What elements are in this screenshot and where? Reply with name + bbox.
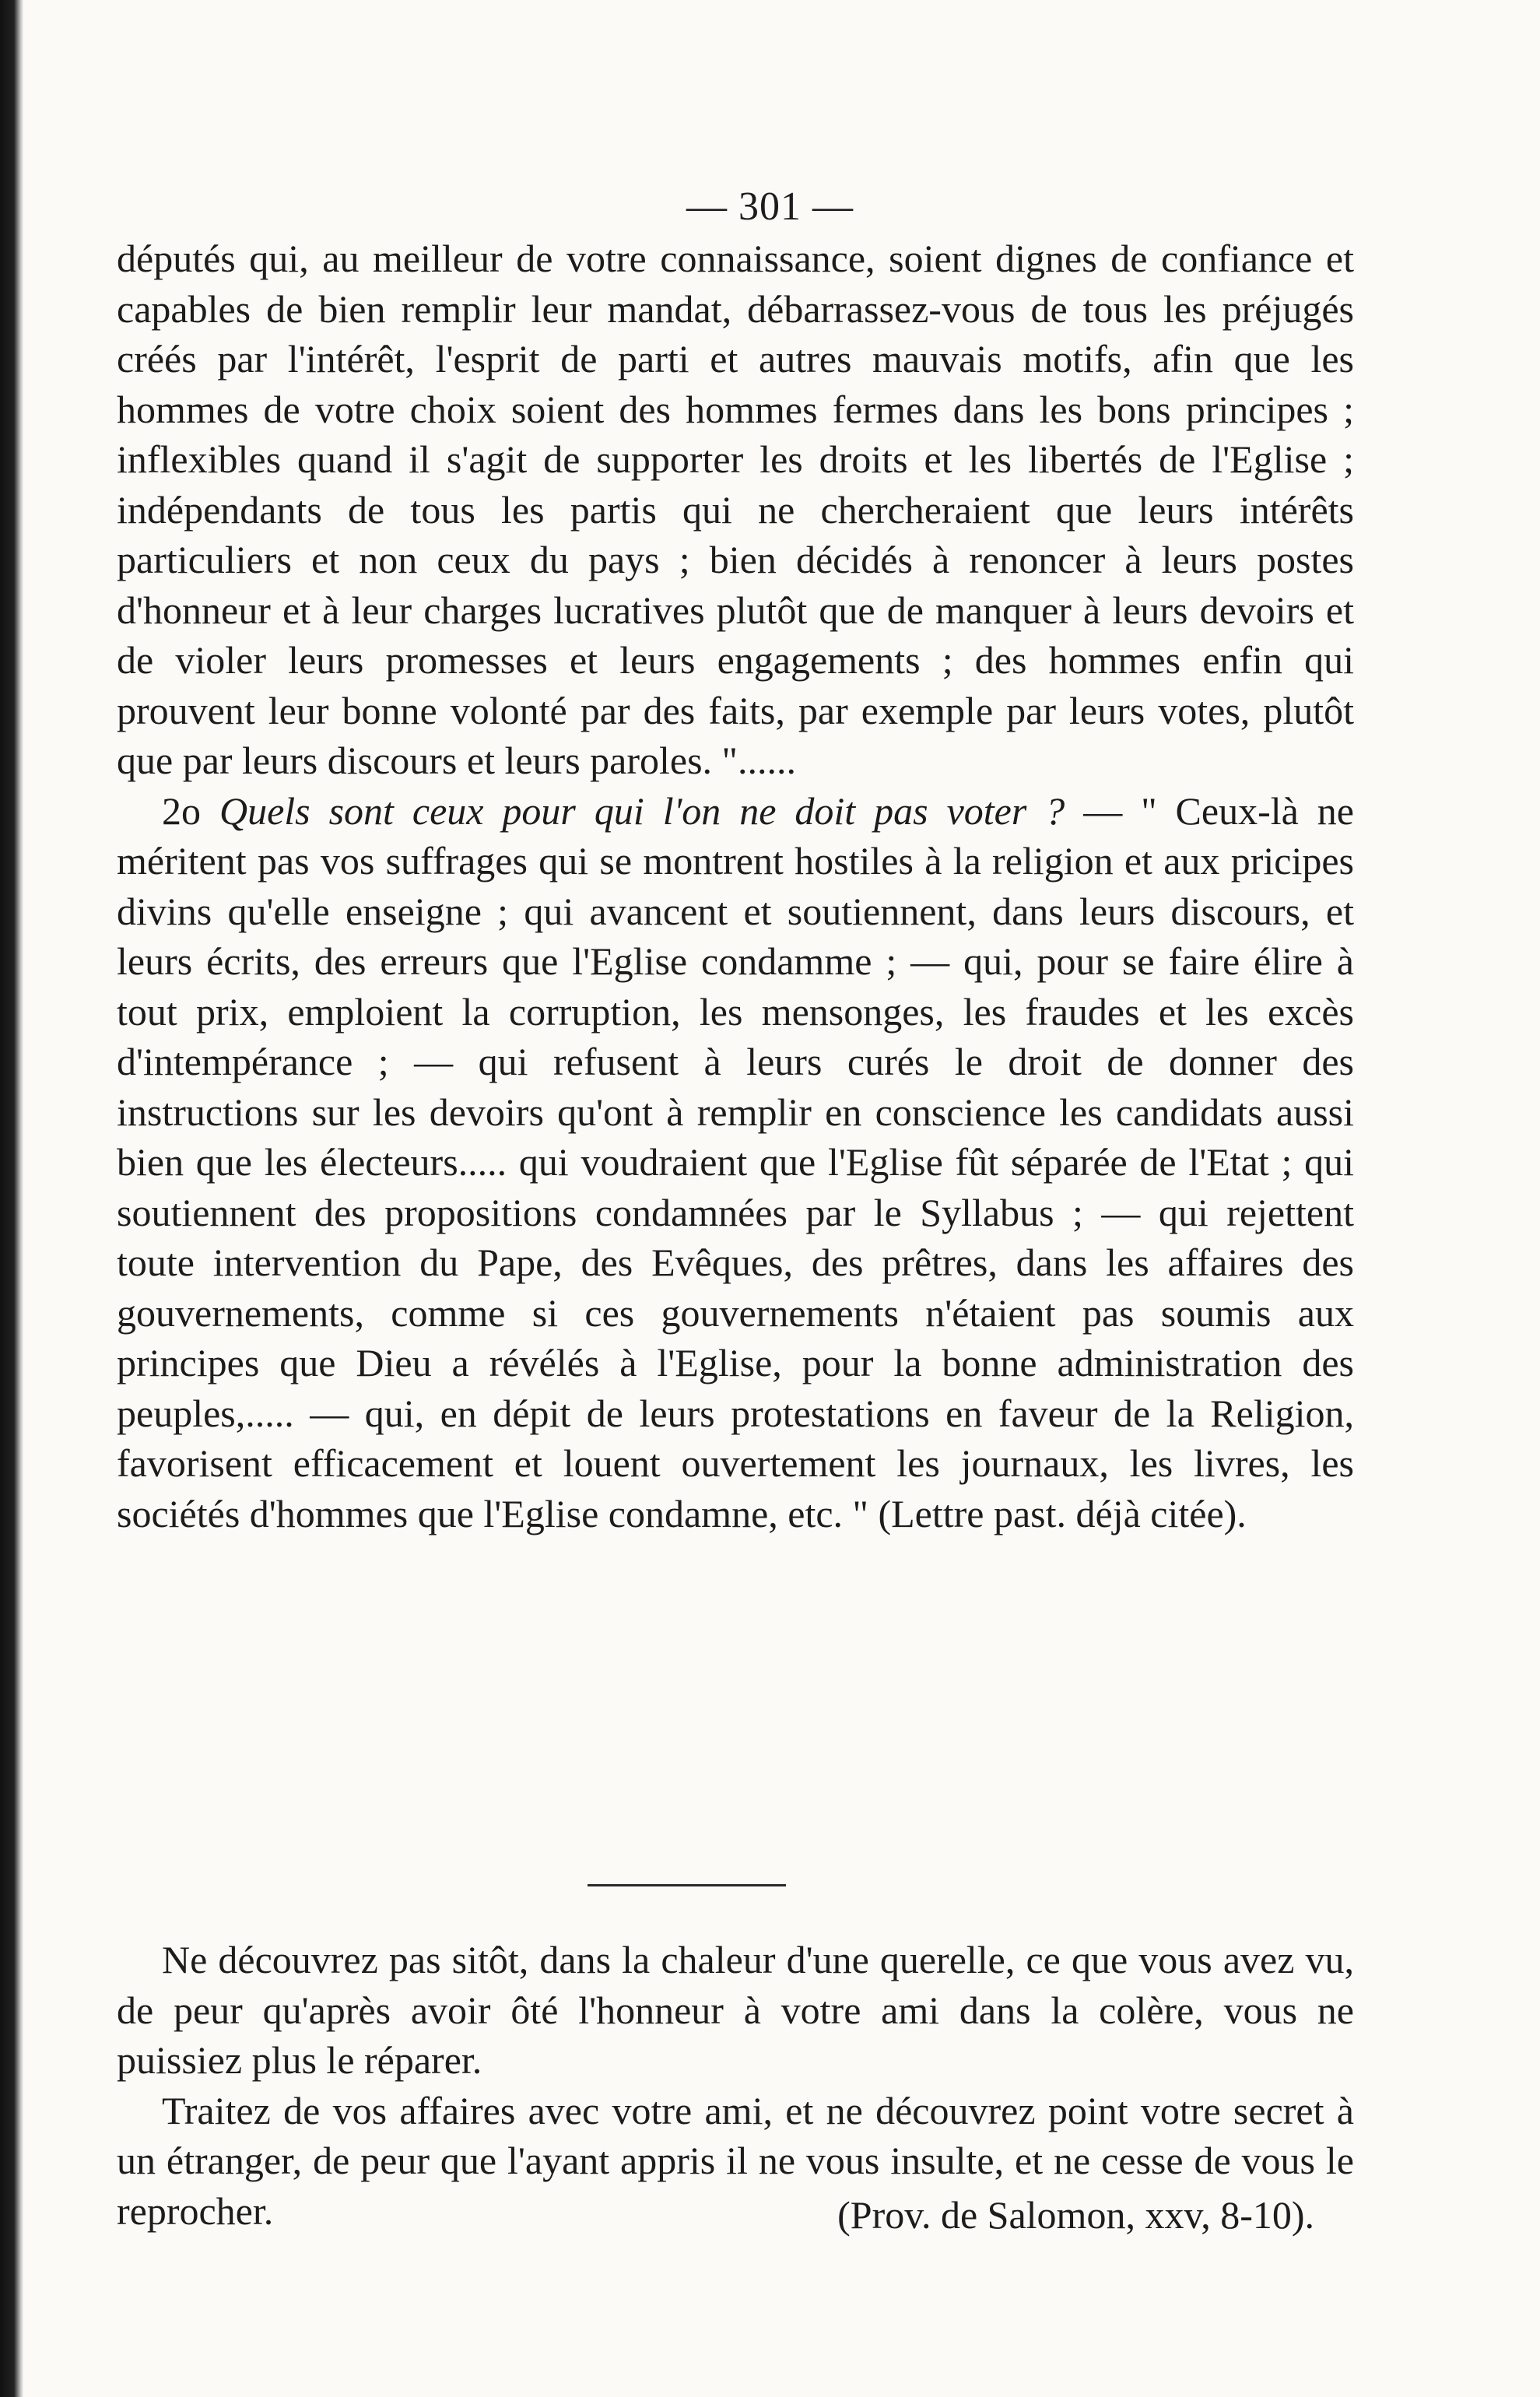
question-number: 2o — [162, 788, 219, 833]
question-heading: Quels sont ceux pour qui l'on ne doit pas voter ? — [219, 788, 1065, 833]
paragraph-deputes: députés qui, au meilleur de votre connaissance, soient dignes de confiance et capables de bien remplir leur mandat, débarrassez-vous de tous les préjugés créés par l'intérêt, l'esprit de parti et autres mauvais motifs, afin que les hommes de votre choix soient des hommes fermes dans les bons principes ; inflexibles quand il s'agit de supporter les droits et les libertés de l'Eglise ; indépendants de tous les partis qui ne chercheraient que leurs intérêts particuliers et non ceux du pays ; bien décidés à renoncer à leurs postes d'honneur et à leur charges lucratives plutôt que de manquer à leurs devoirs et de violer leurs promesses et leurs engagements ; des hommes enfin qui prouvent leur bonne volonté par des faits, par exemple par leurs votes, plutôt que par leurs discours et leurs paroles. "...... — [117, 237, 1354, 782]
main-text — [117, 233, 1354, 1539]
paragraph-question-2 — [117, 786, 1354, 1539]
proverb-paragraph-2: Traitez de vos affaires avec votre ami, et ne découvrez point votre secret à un étranger, de peur que l'ayant appris il ne vous insulte, et ne cesse de vous le reprocher. — [117, 2088, 1354, 2233]
proverb-paragraph-1: Ne découvrez pas sitôt, dans la chaleur d'une querelle, ce que vous avez vu, de peur qu'après avoir ôté l'honneur à votre ami dans la colère, vous ne puissiez plus le réparer. — [117, 1938, 1354, 2082]
binding-edge — [0, 0, 23, 2397]
proverb-citation: (Prov. de Salomon, xxv, 8-10). — [837, 2193, 1314, 2237]
section-divider — [588, 1884, 786, 1886]
question-answer: — " Ceux-là ne méritent pas vos suffrages qui se montrent hostiles à la religion et aux pricipes divins qu'elle enseigne ; qui avancent et soutiennent, dans leurs discours, et leurs écrits, des erreurs que l'Eglise condamme ; — qui, pour se faire élire à tout prix, emploient la corruption, les mensonges, les fraudes et les excès d'intempérance ; — qui refusent à leurs curés le droit de donner des instructions sur les devoirs qu'ont à remplir en conscience les candidats aussi bien que les électeurs..... qui voudraient que l'Eglise fût séparée de l'Etat ; qui soutiennent des propositions condamnées par le Syllabus ; — qui rejettent toute intervention du Pape, des Evêques, des prêtres, dans les affaires des gouvernements, comme si ces gouvernements n'étaient pas soumis aux principes que Dieu a révélés à l'Eglise, pour la bonne administration des peuples,..... — qui, en dépit de leurs protestations en faveur de la Religion, favorisent efficacement et louent ouvertement les journaux, les livres, les sociétés d'hommes que l'Eglise condamne, etc. " (Lettre past. déjà citée). — [117, 788, 1354, 1535]
page-number: — 301 — — [686, 184, 854, 229]
